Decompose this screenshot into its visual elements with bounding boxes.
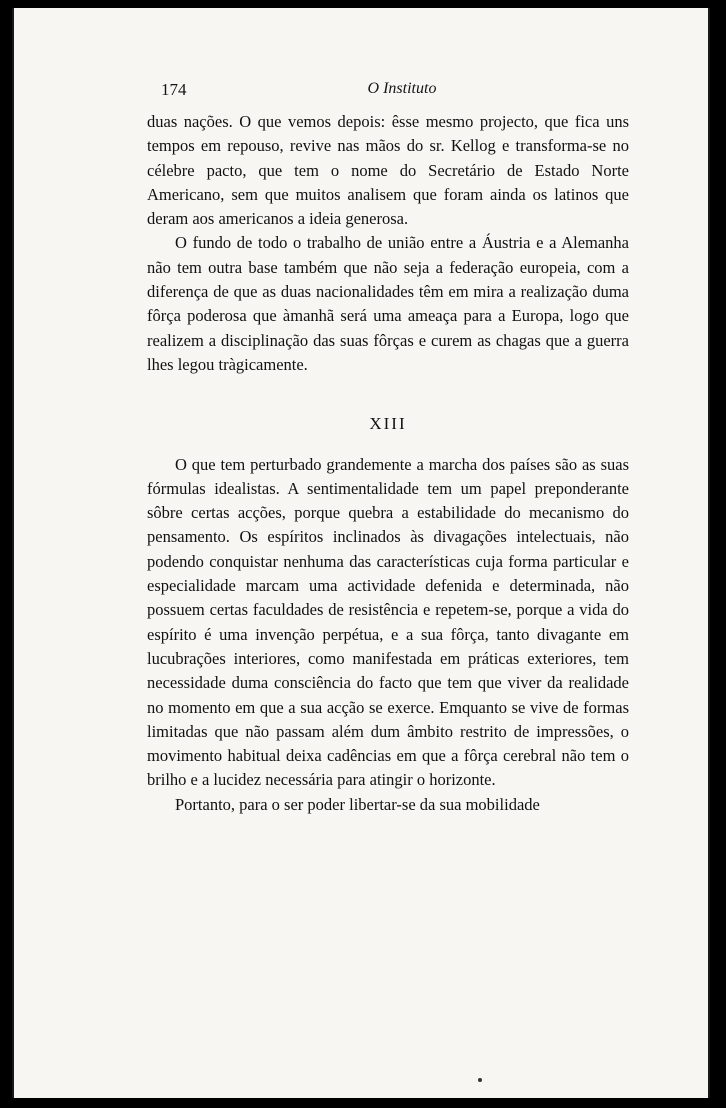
paragraph-idealist-formulas: O que tem perturbado grandemente a marcha dos países são as suas fórmulas idealistas. A sentimentalidade tem um papel preponderante sôbre certas acções, porque quebra a estabilidade do mecanismo do pensamento. Os espíritos inclinados às divagações intelectuais, não podendo conquistar nenhuma das características cuja forma particular e especialidade marcam uma actividade defenida e determinada, não possuem certas faculdades de resistência e repetem-se, porque a vida do espírito é uma invenção perpétua, e a sua fôrça, tanto divagante em lucubrações interiores, como manifestada em práticas exteriores, tem necessidade duma consciência do facto que tem que viver da realidade no momento em que a sua acção se exerce. Emquanto se vive de formas limitadas que não passam além dum âmbito restrito de impressões, o movimento habitual deixa cadências em que a fôrça cerebral não tem o brilho e a lucidez necessária para atingir o horizonte.	[147, 454, 629, 790]
paper-speck	[478, 1078, 482, 1082]
section-heading: XIII	[369, 414, 407, 434]
page-number: 174	[161, 80, 187, 99]
paragraph-continuation: duas nações. O que vemos depois: êsse mesmo projecto, que fica uns tempos em repouso, revive nas mãos do sr. Kellog e transforma-se no célebre pacto, que tem o nome do Secretário de Estado Norte Americano, sem que muitos analisem que foram ainda os latinos que deram aos americanos a ideia generosa.	[147, 112, 629, 229]
body-text	[147, 110, 629, 817]
running-title: O Instituto	[367, 80, 437, 97]
paragraph-austria-germany: O fundo de todo o trabalho de união entre a Áustria e a Alemanha não tem outra base também que não seja a federação europeia, com a diferença de que as duas nacionalidades têm em mira a realização duma fôrça poderosa que àmanhã será uma ameaça para a Europa, logo que realizem a disciplinação das suas fôrças e curem as chagas que a guerra lhes legou tràgicamente.	[147, 233, 629, 374]
paragraph-portanto: Portanto, para o ser poder libertar-se da sua mobilidade	[175, 794, 540, 814]
page-header	[161, 80, 643, 104]
